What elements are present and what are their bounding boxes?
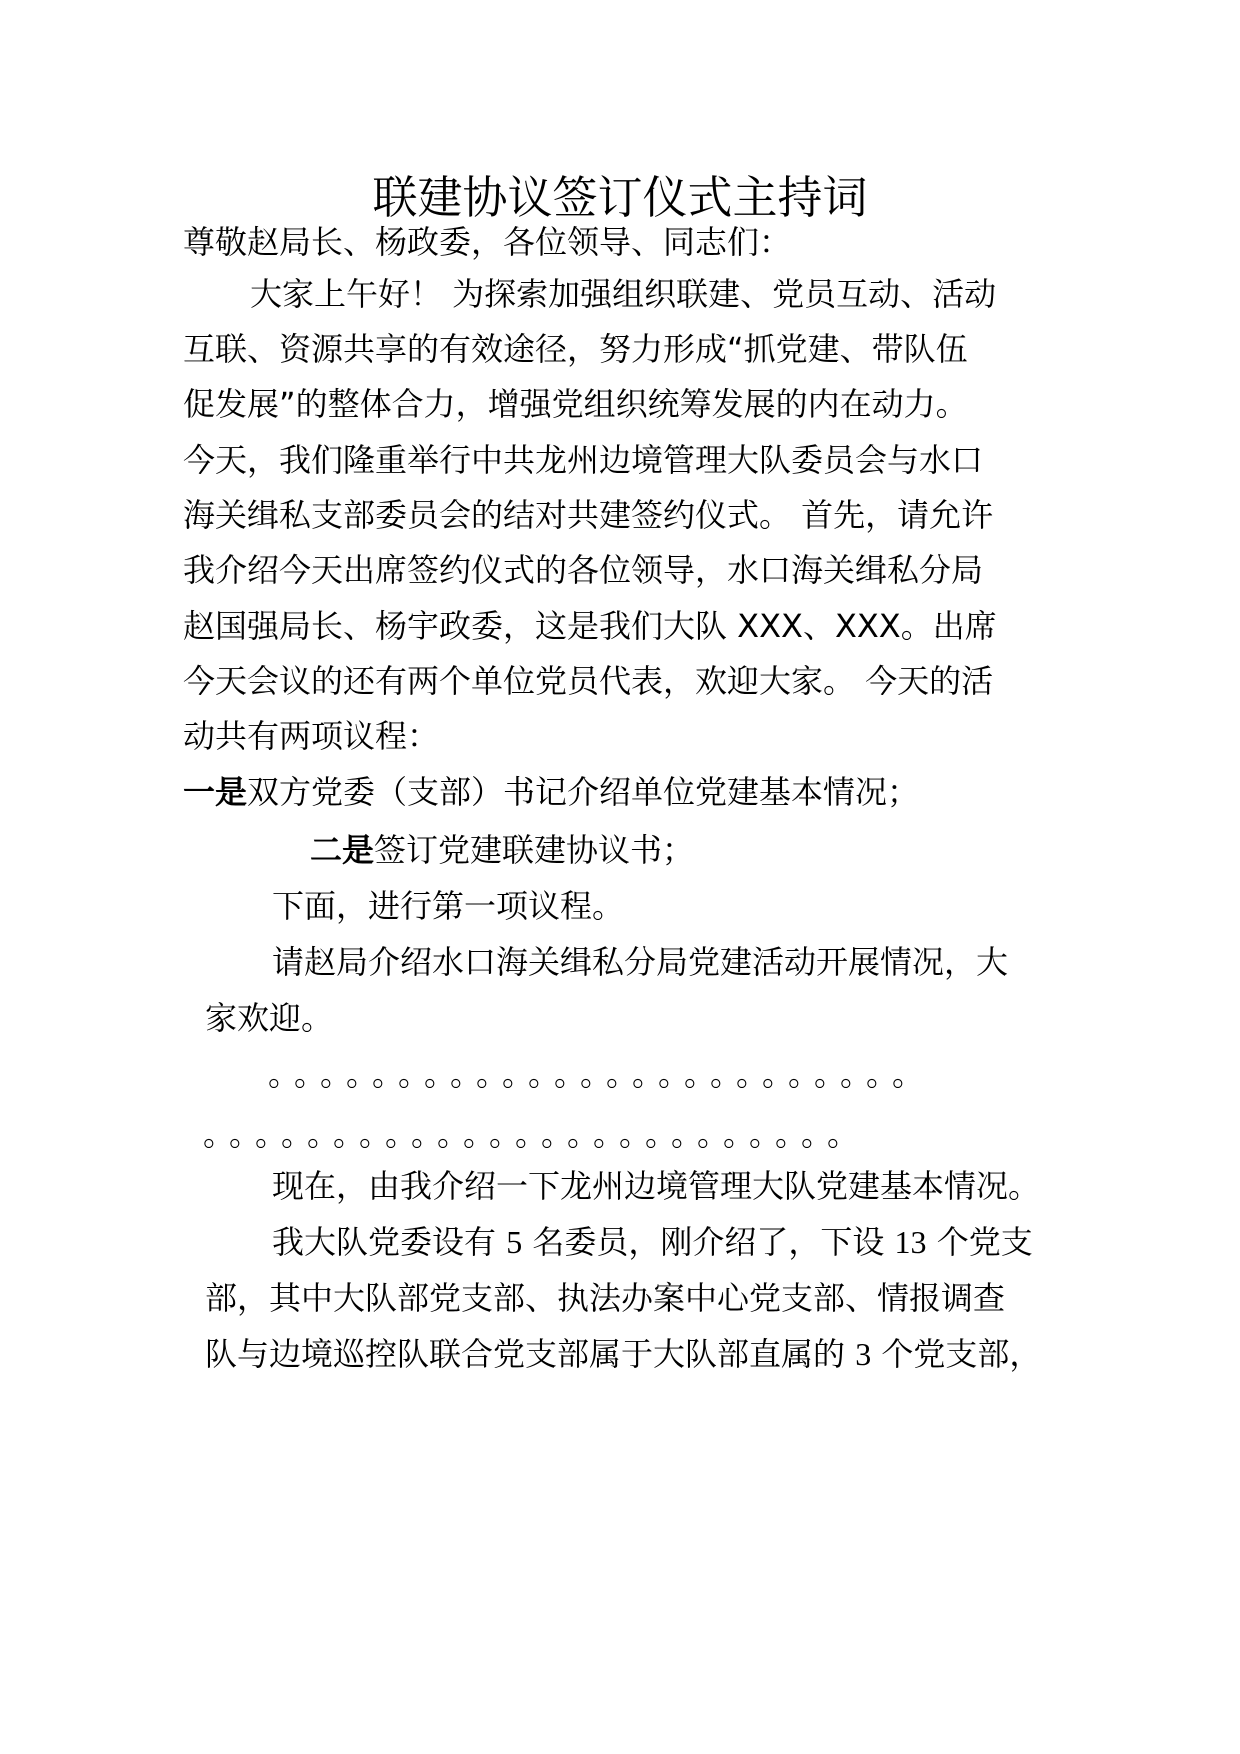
committee-line-1-a: 我大队党委设有 <box>272 1223 507 1261</box>
direct-branch-count: 3 <box>855 1336 872 1372</box>
first-agenda-announcement: 下面，进行第一项议程。 <box>272 887 625 925</box>
agenda-item-2-label: 二是 <box>310 831 375 869</box>
ellipsis-line-1: 。。。。。。。。。。。。。。。。。。。。。。。。。 <box>268 1055 935 1093</box>
document-title: 联建协议签订仪式主持词 <box>372 171 868 224</box>
branch-count: 13 <box>894 1224 927 1260</box>
intro-line-9: 动共有两项议程： <box>183 717 440 755</box>
agenda-item-2-text: 签订党建联建协议书； <box>374 831 695 869</box>
agenda-item-2 <box>310 828 694 872</box>
agenda-item-1-label: 一是 <box>183 773 248 811</box>
committee-line-3-a: 队与边境巡控队联合党支部属于大队部直属的 <box>205 1335 856 1373</box>
agenda-item-1-text: 双方党委（支部）书记介绍单位党建基本情况； <box>247 773 920 811</box>
committee-line-1-c: 个党支 <box>926 1223 1033 1261</box>
committee-line-1-b: 名委员，刚介绍了，下设 <box>522 1223 895 1261</box>
committee-line-2: 部，其中大队部党支部、执法办案中心党支部、情报调查 <box>205 1279 1006 1317</box>
agenda-item-1 <box>183 770 919 814</box>
intro-line-5: 海关缉私支部委员会的结对共建签约仪式。 首先，请允许 <box>183 496 994 534</box>
now-introduction-line: 现在，由我介绍一下龙州边境管理大队党建基本情况。 <box>272 1167 1041 1205</box>
committee-count: 5 <box>506 1224 523 1260</box>
ellipsis-line-2: 。。。。。。。。。。。。。。。。。。。。。。。。。 <box>203 1115 870 1153</box>
intro-line-8: 今天会议的还有两个单位党员代表，欢迎大家。 今天的活 <box>183 662 994 700</box>
committee-line-3-b: 个党支部， <box>871 1335 1042 1373</box>
intro-line-2: 互联、资源共享的有效途径，努力形成“抓党建、带队伍 <box>183 330 968 368</box>
intro-line-3: 促发展”的整体合力，增强党组织统筹发展的内在动力。 <box>183 385 968 423</box>
intro-line-6: 我介绍今天出席签约仪式的各位领导，水口海关缉私分局 <box>183 551 984 589</box>
committee-line-3 <box>205 1332 1041 1376</box>
salutation: 尊敬赵局长、杨政委，各位领导、同志们： <box>183 223 792 261</box>
invite-line-2: 家欢迎。 <box>205 999 334 1037</box>
invite-line-1: 请赵局介绍水口海关缉私分局党建活动开展情况，大 <box>272 943 1009 981</box>
intro-line-4: 今天，我们隆重举行中共龙州边境管理大队委员会与水口 <box>183 441 984 479</box>
intro-line-1: 大家上午好！ 为探索加强组织联建、党员互动、活动 <box>250 275 997 313</box>
committee-line-1 <box>272 1220 1033 1264</box>
intro-line-7: 赵国强局长、杨宇政委，这是我们大队 XXX、XXX。出席 <box>183 607 997 645</box>
